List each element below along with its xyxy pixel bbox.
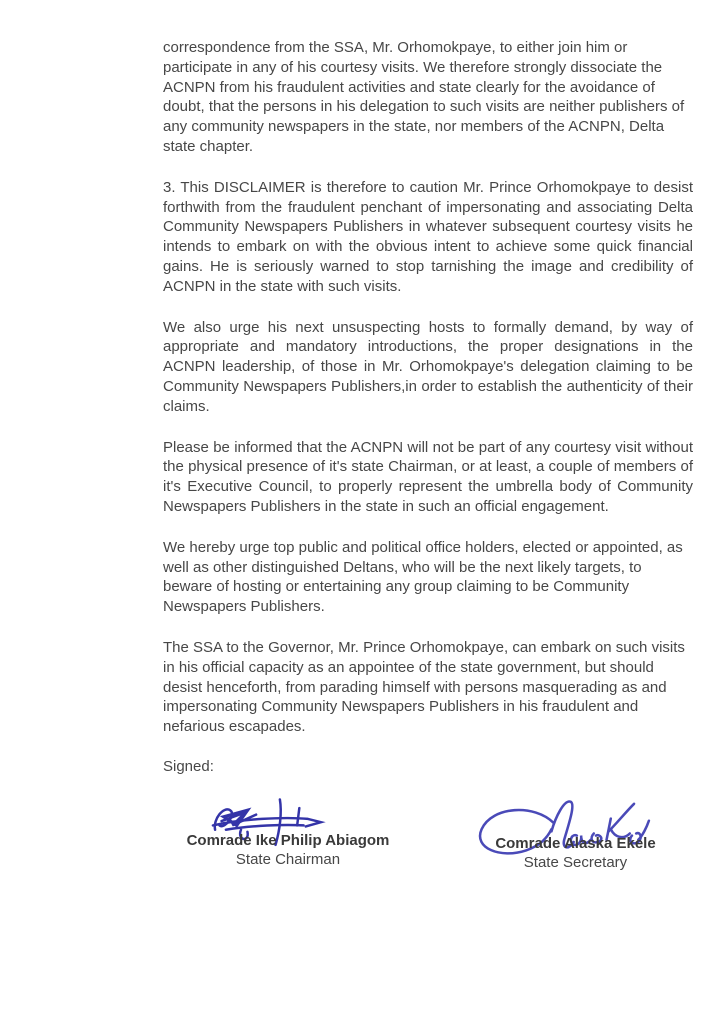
paragraph-courtesy-visit-policy: Please be informed that the ACNPN will not be part of any courtesy visit without the physical presence of it's state Chairman, or at least, a couple of members of it's Executive Council, to properly represent the umbrella body of Community Newspapers Publishers in the state in such an official engagement. (163, 438, 693, 515)
signature-row (163, 793, 693, 871)
signatory-title-secretary: State Secretary (523, 853, 628, 871)
paragraph-urge-hosts: We also urge his next unsuspecting hosts to formally demand, by way of appropriate and mandatory introductions, the proper designations in the ACNPN leadership, of those in Mr. Orhomokpaye's delegation claiming to be Community Newspapers Publishers,in order to establish the authenticity of their claims. (163, 318, 693, 415)
paragraph-warning-office-holders: We hereby urge top public and political office holders, elected or appointed, as well as other distinguished Deltans, who will be the next likely targets, to beware of hosting or entertaining any group claiming to be Community Newspapers Publishers. (163, 538, 683, 616)
signature-block-state-secretary (458, 793, 693, 871)
signed-label: Signed: (163, 757, 214, 775)
paragraph-correspondence: correspondence from the SSA, Mr. Orhomokpaye, to either join him or participate in any of his courtesy visits. We therefore strongly dissociate the ACNPN from his fraudulent activities and state clearly for the avoidance of doubt, that the persons in his delegation to such visits are neither publishers of any community newspapers in the state, nor members of the ACNPN, Delta state chapter. (163, 39, 685, 155)
paragraph-disclaimer-caution: 3. This DISCLAIMER is therefore to caution Mr. Prince Orhomokpaye to desist forthwith from the fraudulent penchant of impersonating and associating Delta Community Newspapers Publishers in whatever subsequent courtesy visits he intends to embark on with the obvious intent to achieve some quick financial gains. He is seriously warned to stop tarnishing the image and credibility of ACNPN in the state with such visits. (163, 178, 693, 295)
signatory-title-chairman: State Chairman (235, 850, 341, 868)
paragraph-ssa-official-capacity: The SSA to the Governor, Mr. Prince Orhomokpaye, can embark on such visits in his official capacity as an appointee of the state government, but should desist henceforth, from parading himself with persons masquerading as and impersonating Community Newspapers Publishers in his fraudulent and nefarious escapades. (163, 638, 685, 736)
letter-body (163, 38, 693, 871)
signatory-name-chairman: Comrade Ike Philip Abiagom (186, 831, 390, 849)
signature-block-state-chairman (163, 793, 413, 871)
signatory-name-secretary: Comrade Alaska Ekele (495, 834, 656, 852)
